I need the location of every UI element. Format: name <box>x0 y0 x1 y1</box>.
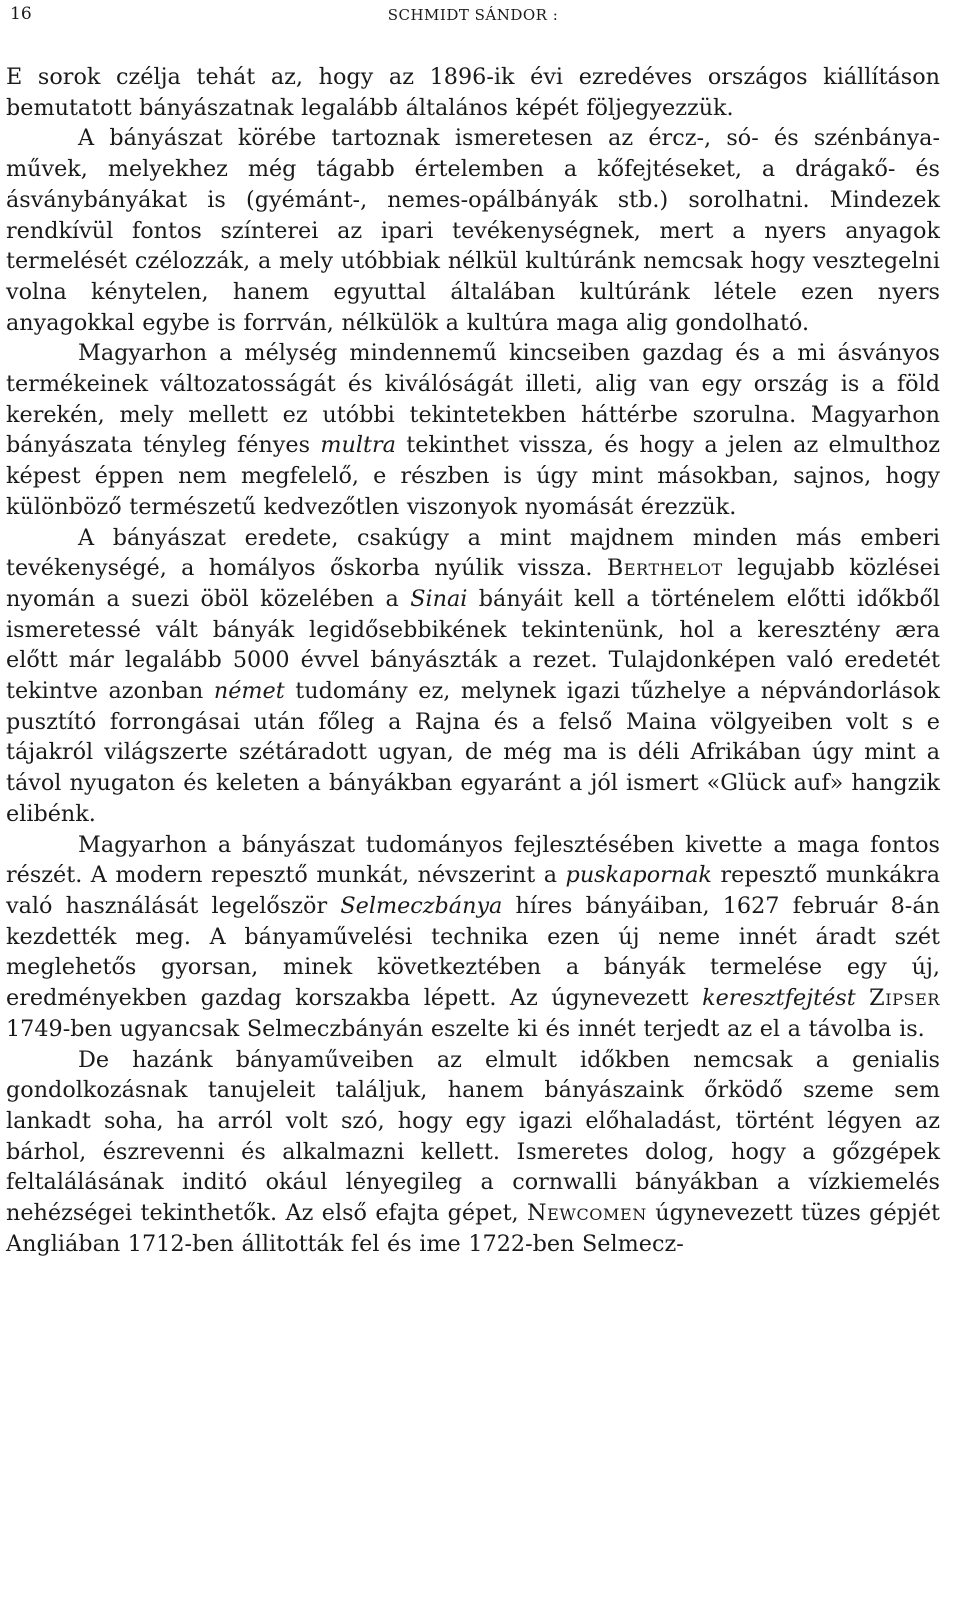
text-run: repesztő munkákra való használását legelőször <box>6 862 940 919</box>
page-number: 16 <box>10 4 32 24</box>
text-run: tekinthet vissza, és hogy a jelen az elmulthoz képest éppen nem megfelelő, e részben is úgy mint másokban, sajnos, hogy különböző természetű kedvezőtlen viszonyok nyomását érezzük. <box>6 432 940 520</box>
paragraph <box>6 523 940 830</box>
italic-term: keresztfejtést <box>702 985 856 1012</box>
text-run: Magyarhon a bányászat tudományos fejlesztésében kivette a maga fontos részét. A modern repesztő munkát, névszerint a <box>6 831 940 889</box>
paragraph <box>6 62 940 123</box>
author-name: Newcomen <box>527 1200 647 1227</box>
text-run: A bányászat körébe tartoznak ismeretesen az ércz-, só- és szénbánya-művek, melyekhez még tágabb értelemben a kőfejtéseket, a drágakő- és ásványbányákat is (gyémánt-, nemes-opálbányák stb.) sorolhatni. Mindezek rendkívül fontos színterei az ipari tevékenységnek, mert a nyers anyagok termelését czélozzák, a mely utóbbiak nélkül kultúránk nemcsak hogy vesztegelni volna kénytelen, hanem egyuttal általában kultúránk létele ezen nyers anyagokkal egybe is forrván, nélkülök a kultúra maga alig gondolható. <box>6 125 940 336</box>
running-title: SCHMIDT SÁNDOR : <box>387 6 559 24</box>
text-run: úgynevezett tüzes gépjét Angliában 1712-ben állitották fel és ime 1722-ben Selmecz- <box>6 1200 940 1257</box>
paragraph <box>6 1045 940 1260</box>
italic-term: Selmeczbánya <box>340 892 503 919</box>
paragraph <box>6 830 940 1045</box>
text-run: De hazánk bányaműveiben az elmult időkben nemcsak a genialis gondolkozásnak tanujeleit találjuk, hanem bányászaink őrködő szeme sem lankadt soha, ha arról volt szó, hogy egy igazi előhaladást, történt légyen az bárhol, észrevenni és alkalmazni kellett. Ismeretes dolog, hogy a gőzgépek feltalálásának inditó okául lényegileg a cornwalli bányákban a vízkiemelés nehézségei tekinthetők. Az első efajta gépet, <box>6 1046 940 1227</box>
author-name: Zipser <box>869 985 940 1012</box>
text-run: híres bányáiban, 1627 február 8-án kezdették meg. A bányaművelési technika ezen új neme innét áradt szét meglehetős gyorsan, minek következtében a bányák termelése egy új, eredményekben gazdag korszakba lépett. Az úgynevezett <box>6 892 940 1012</box>
text-run: 1749-ben ugyancsak Selmeczbányán eszelte ki és innét terjedt az el a távolba is. <box>6 1015 925 1042</box>
italic-term: multra <box>320 432 396 459</box>
italic-term: Sinai <box>410 585 468 612</box>
text-run: A bányászat eredete, csakúgy a mint majdnem minden más emberi tevékenységé, a homályos őskorba nyúlik vissza. <box>6 524 940 582</box>
text-run: Magyarhon a mélység mindennemű kincseiben gazdag és a mi ásványos termékeinek változatosságát és kiválóságát illeti, alig van egy ország is a föld kerekén, mely mellett ez utóbbi tekintetekben háttérbe szorulna. Magyarhon bányászata tényleg fényes <box>6 340 940 459</box>
text-run <box>856 985 869 1011</box>
italic-term: német <box>213 678 285 705</box>
author-name: Berthelot <box>606 555 723 582</box>
body-text <box>6 62 940 1259</box>
text-run: tudomány ez, melynek igazi tűzhelye a népvándorlások pusztító forrongásai után főleg a Rajna és a felső Maina völgyeiben volt s e tájakról világszerte szétáradott ugyan, de még ma is déli Afrikában úgy mint a távol nyugaton és keleten a bányákban egyaránt a jól ismert «Glück auf» hangzik elibénk. <box>6 678 940 827</box>
text-run: E sorok czélja tehát az, hogy az 1896-ik évi ezredéves országos kiállításon bemutatott bányászatnak legalább általános képét följegyezzük. <box>6 64 940 121</box>
running-head <box>6 0 940 34</box>
italic-term: puskapornak <box>565 862 712 889</box>
paragraph <box>6 123 940 338</box>
text-run: legujabb közlései nyomán a suezi öböl közelében a <box>6 555 940 612</box>
text-run: bányáit kell a történelem előtti időkből ismeretessé vált bányák legidősebbikének tekintenünk, hol a keresztény æra előtt már legalább 5000 évvel bányászták a rezet. Tulajdonképen való eredetét tekintve azonban <box>6 585 941 705</box>
paragraph <box>6 338 940 522</box>
